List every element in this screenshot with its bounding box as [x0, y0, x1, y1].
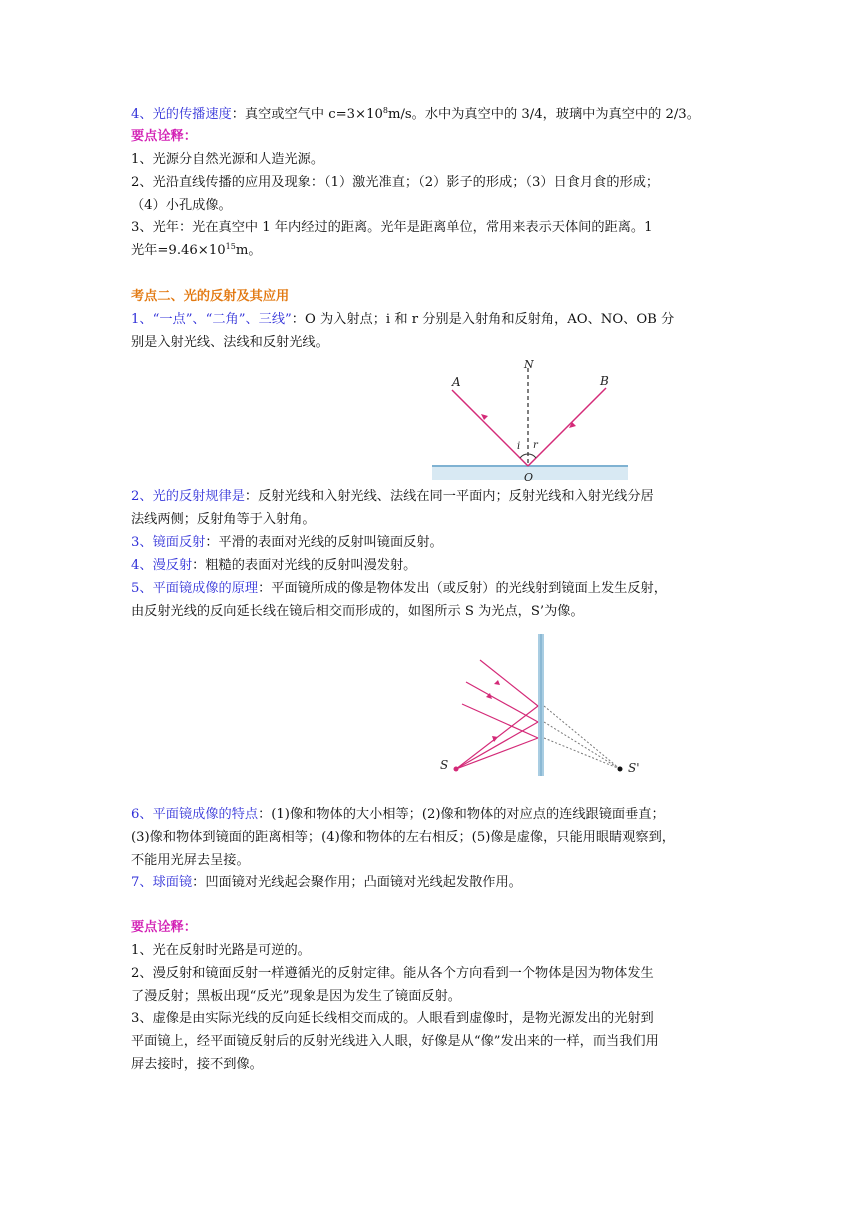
- note-line: 3、虚像是由实际光线的反向延长线相交而成的。人眼看到虚像时，是物光源发出的光射到: [131, 1011, 654, 1026]
- item-number: 4、: [131, 558, 153, 573]
- item-line: [131, 578, 731, 600]
- item-text: ：真空或空气中 c=3×10: [231, 107, 383, 122]
- item-heading: 镜面反射: [152, 535, 206, 550]
- item-text: ：平面镜所成的像是物体发出（或反射）的光线射到镜面上发生反射，: [258, 581, 667, 596]
- item-text: m/s。水中为真空中的 3/4，玻璃中为真空中的 2/3。: [387, 107, 700, 122]
- point-line: [131, 309, 731, 331]
- note-line: 平面镜上，经平面镜反射后的反射光线进入人眼，好像是从“像”发出来的一样，而当我们用: [131, 1034, 659, 1049]
- point-line: 别是入射光线、法线和反射光线。: [131, 335, 329, 350]
- note-line: 3、光年：光在真空中 1 年内经过的距离。光年是距离单位，常用来表示天体间的距离。1: [131, 220, 653, 235]
- reflection-diagram: [430, 356, 630, 484]
- incident-ray: [456, 722, 538, 769]
- note-text: m。: [235, 243, 262, 258]
- plane-mirror-diagram: [436, 632, 664, 780]
- label-s: S: [440, 758, 449, 772]
- item-line: 法线两侧；反射角等于入射角。: [131, 512, 316, 527]
- note-line: 屏去接时，接不到像。: [131, 1057, 263, 1072]
- ray-arrow: [494, 680, 500, 685]
- item-text: ：O 为入射点；i 和 r 分别是入射角和反射角，AO、NO、OB 分: [291, 312, 675, 327]
- note-line: 2、漫反射和镜面反射一样遵循光的反射定律。能从各个方向看到一个物体是因为物体发生: [131, 966, 654, 981]
- item-number: 7、: [131, 875, 153, 890]
- exponent: 8: [382, 106, 388, 115]
- item-heading: 光的反射规律是: [152, 489, 245, 504]
- note-line: [131, 240, 731, 262]
- item-line: [131, 555, 731, 577]
- item-text: ：粗糙的表面对光线的反射叫漫发射。: [192, 558, 417, 573]
- note-line: 了漫反射；黑板出现“反光”现象是因为发生了镜面反射。: [131, 989, 461, 1004]
- item-text: ：凹面镜对光线起会聚作用；凸面镜对光线起发散作用。: [192, 875, 522, 890]
- section-title: 考点二、光的反射及其应用: [131, 289, 290, 304]
- item-text: ：反射光线和入射光线、法线在同一平面内；反射光线和入射光线分居: [244, 489, 654, 504]
- note-text: 光年=9.46×10: [131, 243, 226, 258]
- label-o: O: [524, 471, 534, 484]
- item-heading: 漫反射: [152, 558, 193, 573]
- item-heading: 光的传播速度: [152, 107, 232, 122]
- item-heading: 平面镜成像的特点: [152, 807, 259, 822]
- item-line: 不能用光屏去呈接。: [131, 853, 250, 868]
- note-line: 1、光源分自然光源和人造光源。: [131, 152, 325, 167]
- reflected-ray: [466, 682, 538, 722]
- reflected-ray: [480, 660, 538, 706]
- item-text: ：平滑的表面对光线的反射叫镜面反射。: [205, 535, 443, 550]
- item-line: [131, 486, 731, 508]
- reflected-ray: [462, 704, 538, 738]
- item-number: 6、: [131, 807, 153, 822]
- reflected-ray: [528, 388, 606, 466]
- item-line: [131, 804, 731, 826]
- image-point: [618, 767, 623, 772]
- source-point: [454, 767, 459, 772]
- label-n: N: [524, 358, 534, 371]
- item-line: [131, 872, 731, 894]
- label-a: A: [452, 375, 461, 389]
- item-number: 2、: [131, 489, 153, 504]
- label-i: i: [517, 441, 521, 452]
- virtual-extension: [544, 706, 620, 769]
- angle-r-arc: [528, 454, 536, 458]
- item-number: 1、: [131, 312, 153, 327]
- note-line: 2、光沿直线传播的应用及现象：（1）激光准直；（2）影子的形成；（3）日食月食的形成；: [131, 175, 660, 190]
- item-number: 3、: [131, 535, 153, 550]
- item-line: 由反射光线的反向延长线在镜后相交而形成的，如图所示 S 为光点，S’为像。: [131, 604, 584, 619]
- virtual-extension: [544, 738, 620, 769]
- item-number: 4、: [131, 107, 153, 122]
- label-r: r: [533, 440, 538, 451]
- item-line: (3)像和物体到镜面的距离相等；(4)像和物体的左右相反；(5)像是虚像，只能用眼睛观察到，: [131, 830, 675, 845]
- note-line: （4）小孔成像。: [131, 198, 232, 213]
- virtual-extension: [544, 722, 620, 769]
- speed-of-light-line: [131, 104, 731, 126]
- incident-ray: [456, 738, 538, 769]
- note-line: 1、光在反射时光路是可逆的。: [131, 943, 311, 958]
- item-line: [131, 532, 731, 554]
- angle-i-arc: [520, 454, 528, 458]
- notes-title: 要点诠释：: [131, 920, 197, 935]
- label-b: B: [600, 374, 609, 388]
- label-s-prime: S': [628, 761, 640, 775]
- item-text: ：(1)像和物体的大小相等；(2)像和物体的对应点的连线跟镜面垂直；: [258, 807, 665, 822]
- item-heading: “一点”、“二角”、三线”: [152, 312, 292, 327]
- notes-title: 要点诠释：: [131, 129, 197, 144]
- item-heading: 平面镜成像的原理: [152, 581, 259, 596]
- item-heading: 球面镜: [152, 875, 193, 890]
- item-number: 5、: [131, 581, 153, 596]
- incident-ray: [452, 390, 528, 466]
- exponent: 15: [225, 242, 236, 251]
